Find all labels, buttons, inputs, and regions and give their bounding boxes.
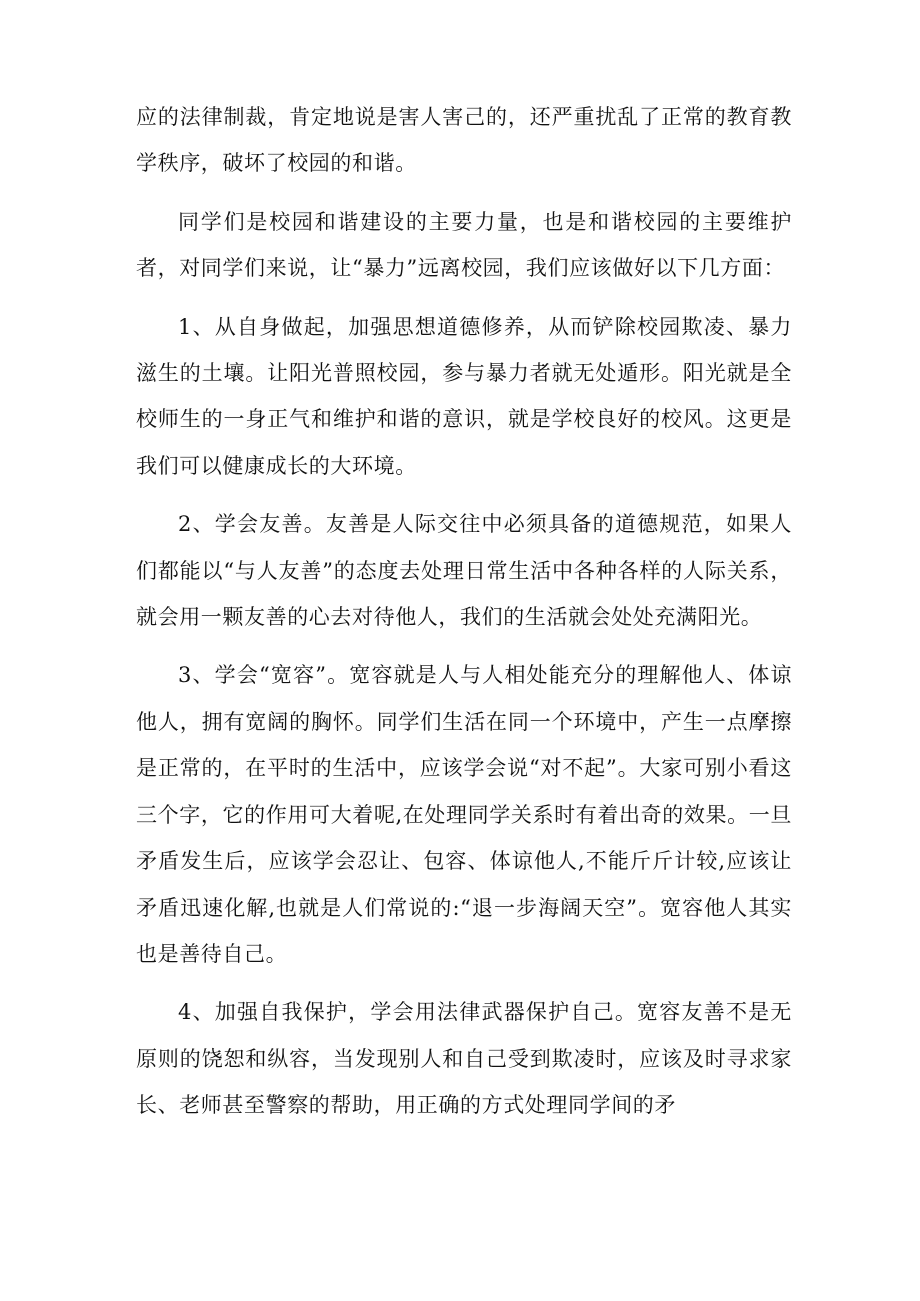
paragraph-5: 3、学会“宽容”。宽容就是人与人相处能充分的理解他人、体谅他人，拥有宽阔的胸怀。同学们生活在同一个环境中，产生一点摩擦是正常的，在平时的生活中，应该学会说“对不起”。大家可别小看这三个字，它的作用可大着呢,在处理同学关系时有着出奇的效果。一旦矛盾发生后，应该学会忍让、包容、体谅他人,不能斤斤计较,应该让矛盾迅速化解,也就是人们常说的:“退一步海阔天空”。宽容他人其实也是善待自己。 [136, 663, 792, 966]
paragraph-4: 2、学会友善。友善是人际交往中必须具备的道德规范，如果人们都能以“与人友善”的态度去处理日常生活中各种各样的人际关系，就会用一颗友善的心去对待他人，我们的生活就会处处充满阳光。 [136, 512, 792, 630]
document-body [136, 94, 792, 1141]
paragraph-1: 应的法律制裁，肯定地说是害人害己的，还严重扰乱了正常的教育教学秩序，破坏了校园的和谐。 [136, 105, 792, 176]
paragraph-2: 同学们是校园和谐建设的主要力量，也是和谐校园的主要维护者，对同学们来说，让“暴力”远离校园，我们应该做好以下几方面： [136, 209, 792, 281]
paragraph-6: 4、加强自我保护，学会用法律武器保护自己。宽容友善不是无原则的饶恕和纵容，当发现别人和自己受到欺凌时，应该及时寻求家长、老师甚至警察的帮助，用正确的方式处理同学间的矛 [136, 1000, 792, 1118]
paragraph-3: 1、从自身做起，加强思想道德修养，从而铲除校园欺凌、暴力滋生的土壤。让阳光普照校园，参与暴力者就无处遁形。阳光就是全校师生的一身正气和维护和谐的意识，就是学校良好的校风。这更是我们可以健康成长的大环境。 [136, 314, 792, 478]
